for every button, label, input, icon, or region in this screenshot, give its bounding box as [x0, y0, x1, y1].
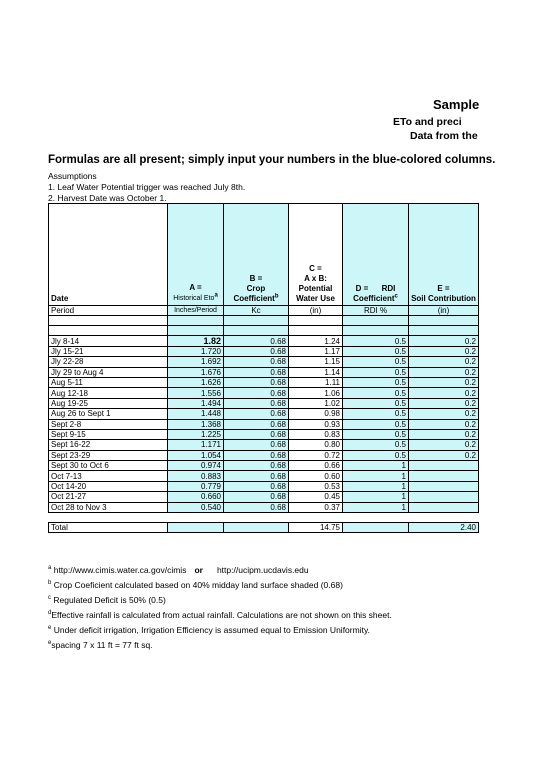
total-empty: [343, 523, 409, 533]
value-cell[interactable]: 0.68: [224, 429, 289, 439]
value-cell[interactable]: 0.974: [168, 461, 224, 471]
unit-cell: Inches/Period: [168, 306, 224, 316]
value-cell[interactable]: 0.68: [224, 461, 289, 471]
period-cell: Aug 26 to Sept 1: [49, 409, 168, 419]
value-cell[interactable]: 0.5: [343, 409, 409, 419]
value-cell[interactable]: [409, 492, 479, 502]
value-cell[interactable]: 0.68: [224, 502, 289, 512]
total-empty: [224, 523, 289, 533]
total-empty: [168, 523, 224, 533]
value-cell[interactable]: 0.2: [409, 377, 479, 387]
value-cell[interactable]: 1: [343, 502, 409, 512]
period-cell: Oct 21-27: [49, 492, 168, 502]
value-cell[interactable]: 0.68: [224, 450, 289, 460]
footnotes: [48, 563, 392, 653]
footnote-c: $^c$ Regulated Deficit is 50% (0.5): [48, 595, 166, 605]
value-cell: 0.98: [289, 409, 343, 419]
value-cell: 0.80: [289, 440, 343, 450]
table-row: [49, 398, 479, 408]
footnote-spacing: $^e$spacing 7 x 11 ft = 77 ft sq.: [48, 640, 153, 650]
assumptions: [48, 171, 245, 204]
table-row: [49, 377, 479, 387]
value-cell[interactable]: 0.68: [224, 409, 289, 419]
value-cell: 0.72: [289, 450, 343, 460]
value-cell[interactable]: 0.68: [224, 336, 289, 346]
value-cell[interactable]: 1.82: [168, 336, 224, 346]
value-cell[interactable]: 1.676: [168, 367, 224, 377]
water-use-table: [48, 203, 479, 533]
value-cell[interactable]: 0.68: [224, 419, 289, 429]
value-cell[interactable]: 1: [343, 492, 409, 502]
table-row: [49, 450, 479, 460]
blank-row: [49, 326, 479, 336]
table-row: [49, 346, 479, 356]
value-cell[interactable]: 1.054: [168, 450, 224, 460]
value-cell[interactable]: 0.68: [224, 346, 289, 356]
assumption-item: 2. Harvest Date was October 1.: [48, 193, 167, 203]
value-cell[interactable]: 1.626: [168, 377, 224, 387]
header-soil-contribution: E = Soil Contribution: [409, 204, 479, 306]
period-cell: Jly 29 to Aug 4: [49, 367, 168, 377]
value-cell[interactable]: 0.2: [409, 419, 479, 429]
value-cell[interactable]: 1: [343, 471, 409, 481]
value-cell[interactable]: 0.660: [168, 492, 224, 502]
table-row: [49, 492, 479, 502]
period-cell: Oct 28 to Nov 3: [49, 502, 168, 512]
table-header-row: [49, 204, 479, 306]
blank-row: [49, 316, 479, 326]
value-cell: 1.24: [289, 336, 343, 346]
header-crop-coefficient: B = Crop Coefficient$^b$: [224, 204, 289, 306]
period-cell: Aug 19-25: [49, 398, 168, 408]
value-cell[interactable]: 1.720: [168, 346, 224, 356]
period-cell: Sept 2-8: [49, 419, 168, 429]
period-cell: Sept 23-29: [49, 450, 168, 460]
value-cell: 1.02: [289, 398, 343, 408]
value-cell[interactable]: 1: [343, 481, 409, 491]
value-cell[interactable]: [409, 481, 479, 491]
header-rdi: D = RDI Coefficient$^c$: [343, 204, 409, 306]
period-cell: Sept 9-15: [49, 429, 168, 439]
value-cell[interactable]: 1.171: [168, 440, 224, 450]
value-cell[interactable]: 0.2: [409, 450, 479, 460]
table-row: [49, 388, 479, 398]
cimis-link[interactable]: http://www.cimis.water.ca.gov/cimis: [53, 565, 187, 575]
value-cell[interactable]: 0.5: [343, 440, 409, 450]
value-cell[interactable]: 0.2: [409, 409, 479, 419]
assumption-item: 1. Leaf Water Potential trigger was reached July 8th.: [48, 182, 246, 192]
header-eto: A = Historical Eto$^a$: [168, 204, 224, 306]
ucipm-link[interactable]: http://ucipm.ucdavis.edu: [216, 565, 309, 575]
value-cell[interactable]: 0.5: [343, 398, 409, 408]
value-cell[interactable]: 0.5: [343, 367, 409, 377]
value-cell[interactable]: 1.448: [168, 409, 224, 419]
value-cell[interactable]: 0.883: [168, 471, 224, 481]
value-cell[interactable]: 0.2: [409, 429, 479, 439]
table-row: [49, 440, 479, 450]
value-cell: 1.14: [289, 367, 343, 377]
table-row: [49, 471, 479, 481]
table-row: [49, 357, 479, 367]
value-cell[interactable]: 0.5: [343, 450, 409, 460]
value-cell[interactable]: 1.692: [168, 357, 224, 367]
period-cell: Oct 7-13: [49, 471, 168, 481]
value-cell[interactable]: 1.225: [168, 429, 224, 439]
value-cell[interactable]: 0.2: [409, 336, 479, 346]
period-cell: Jly 15-21: [49, 346, 168, 356]
period-cell: Sept 16-22: [49, 440, 168, 450]
units-row: [49, 306, 479, 316]
value-cell[interactable]: 0.5: [343, 346, 409, 356]
value-cell[interactable]: 0.540: [168, 502, 224, 512]
spacer-row: [49, 513, 479, 523]
value-cell[interactable]: 0.68: [224, 377, 289, 387]
period-cell: Jly 8-14: [49, 336, 168, 346]
period-cell: Sept 30 to Oct 6: [49, 461, 168, 471]
subtitle-eto: ETo and preci: [393, 116, 462, 128]
assumptions-label: Assumptions: [48, 171, 97, 181]
footnote-a: $^a$ http://www.cimis.water.ca.gov/cimis or http://ucipm.ucdavis.edu: [48, 563, 392, 578]
period-cell: Oct 14-20: [49, 481, 168, 491]
footnote-e: $^e$ Under deficit irrigation, Irrigation Efficiency is assumed equal to Emission Uniformity.: [48, 625, 370, 635]
value-cell[interactable]: 0.2: [409, 440, 479, 450]
period-cell: Jly 22-28: [49, 357, 168, 367]
table-row: [49, 502, 479, 512]
value-cell[interactable]: 0.5: [343, 419, 409, 429]
table-row: [49, 481, 479, 491]
footnote-b: $^b$ Crop Coeficient calculated based on 40% midday land surface shaded (0.68): [48, 580, 343, 590]
table-row: [49, 461, 479, 471]
value-cell: 0.83: [289, 429, 343, 439]
subtitle-data: Data from the: [410, 130, 478, 142]
value-cell[interactable]: 0.5: [343, 357, 409, 367]
value-cell: 0.45: [289, 492, 343, 502]
value-cell[interactable]: 0.5: [343, 377, 409, 387]
value-cell[interactable]: 1.556: [168, 388, 224, 398]
unit-cell: (in): [409, 306, 479, 316]
value-cell[interactable]: 0.68: [224, 388, 289, 398]
header-potential-water-use: C = A x B: Potential Water Use: [289, 204, 343, 306]
value-cell: 0.66: [289, 461, 343, 471]
value-cell[interactable]: [409, 502, 479, 512]
total-pwu: 14.75: [289, 523, 343, 533]
header-date: Date: [49, 204, 168, 306]
table-row: [49, 336, 479, 346]
value-cell[interactable]: 0.5: [343, 388, 409, 398]
value-cell: 1.15: [289, 357, 343, 367]
value-cell: 0.60: [289, 471, 343, 481]
value-cell[interactable]: 0.68: [224, 471, 289, 481]
value-cell[interactable]: [409, 461, 479, 471]
instruction-text: Formulas are all present; simply input your numbers in the blue-colored columns.: [48, 154, 496, 166]
total-row: [49, 523, 479, 533]
value-cell[interactable]: 0.2: [409, 357, 479, 367]
value-cell: 1.11: [289, 377, 343, 387]
value-cell[interactable]: 0.2: [409, 346, 479, 356]
period-cell: Aug 5-11: [49, 377, 168, 387]
value-cell[interactable]: 0.68: [224, 440, 289, 450]
value-cell[interactable]: 0.779: [168, 481, 224, 491]
table-row: [49, 367, 479, 377]
value-cell[interactable]: 0.2: [409, 398, 479, 408]
value-cell[interactable]: 0.2: [409, 388, 479, 398]
period-cell: Aug 12-18: [49, 388, 168, 398]
unit-cell: (in): [289, 306, 343, 316]
value-cell[interactable]: 0.5: [343, 429, 409, 439]
value-cell: 1.17: [289, 346, 343, 356]
value-cell[interactable]: 0.5: [343, 336, 409, 346]
unit-cell: Kc: [224, 306, 289, 316]
value-cell[interactable]: 1.368: [168, 419, 224, 429]
value-cell[interactable]: 0.68: [224, 398, 289, 408]
value-cell[interactable]: 0.68: [224, 357, 289, 367]
unit-cell: RDI %: [343, 306, 409, 316]
table-row: [49, 409, 479, 419]
value-cell[interactable]: 0.68: [224, 481, 289, 491]
total-soil: 2.40: [409, 523, 479, 533]
value-cell[interactable]: 0.2: [409, 367, 479, 377]
value-cell: 0.93: [289, 419, 343, 429]
page-title: Sample: [433, 97, 480, 112]
value-cell: 0.37: [289, 502, 343, 512]
table-row: [49, 429, 479, 439]
value-cell: 1.06: [289, 388, 343, 398]
unit-cell: Period: [49, 306, 168, 316]
table-row: [49, 419, 479, 429]
footnote-d: $^d$Effective rainfall is calculated from actual rainfall. Calculations are not shown on this sheet.: [48, 610, 392, 620]
value-cell[interactable]: 0.68: [224, 367, 289, 377]
value-cell[interactable]: 0.68: [224, 492, 289, 502]
total-label: Total: [49, 523, 168, 533]
value-cell: 0.53: [289, 481, 343, 491]
value-cell[interactable]: 1: [343, 461, 409, 471]
value-cell[interactable]: [409, 471, 479, 481]
value-cell[interactable]: 1.494: [168, 398, 224, 408]
